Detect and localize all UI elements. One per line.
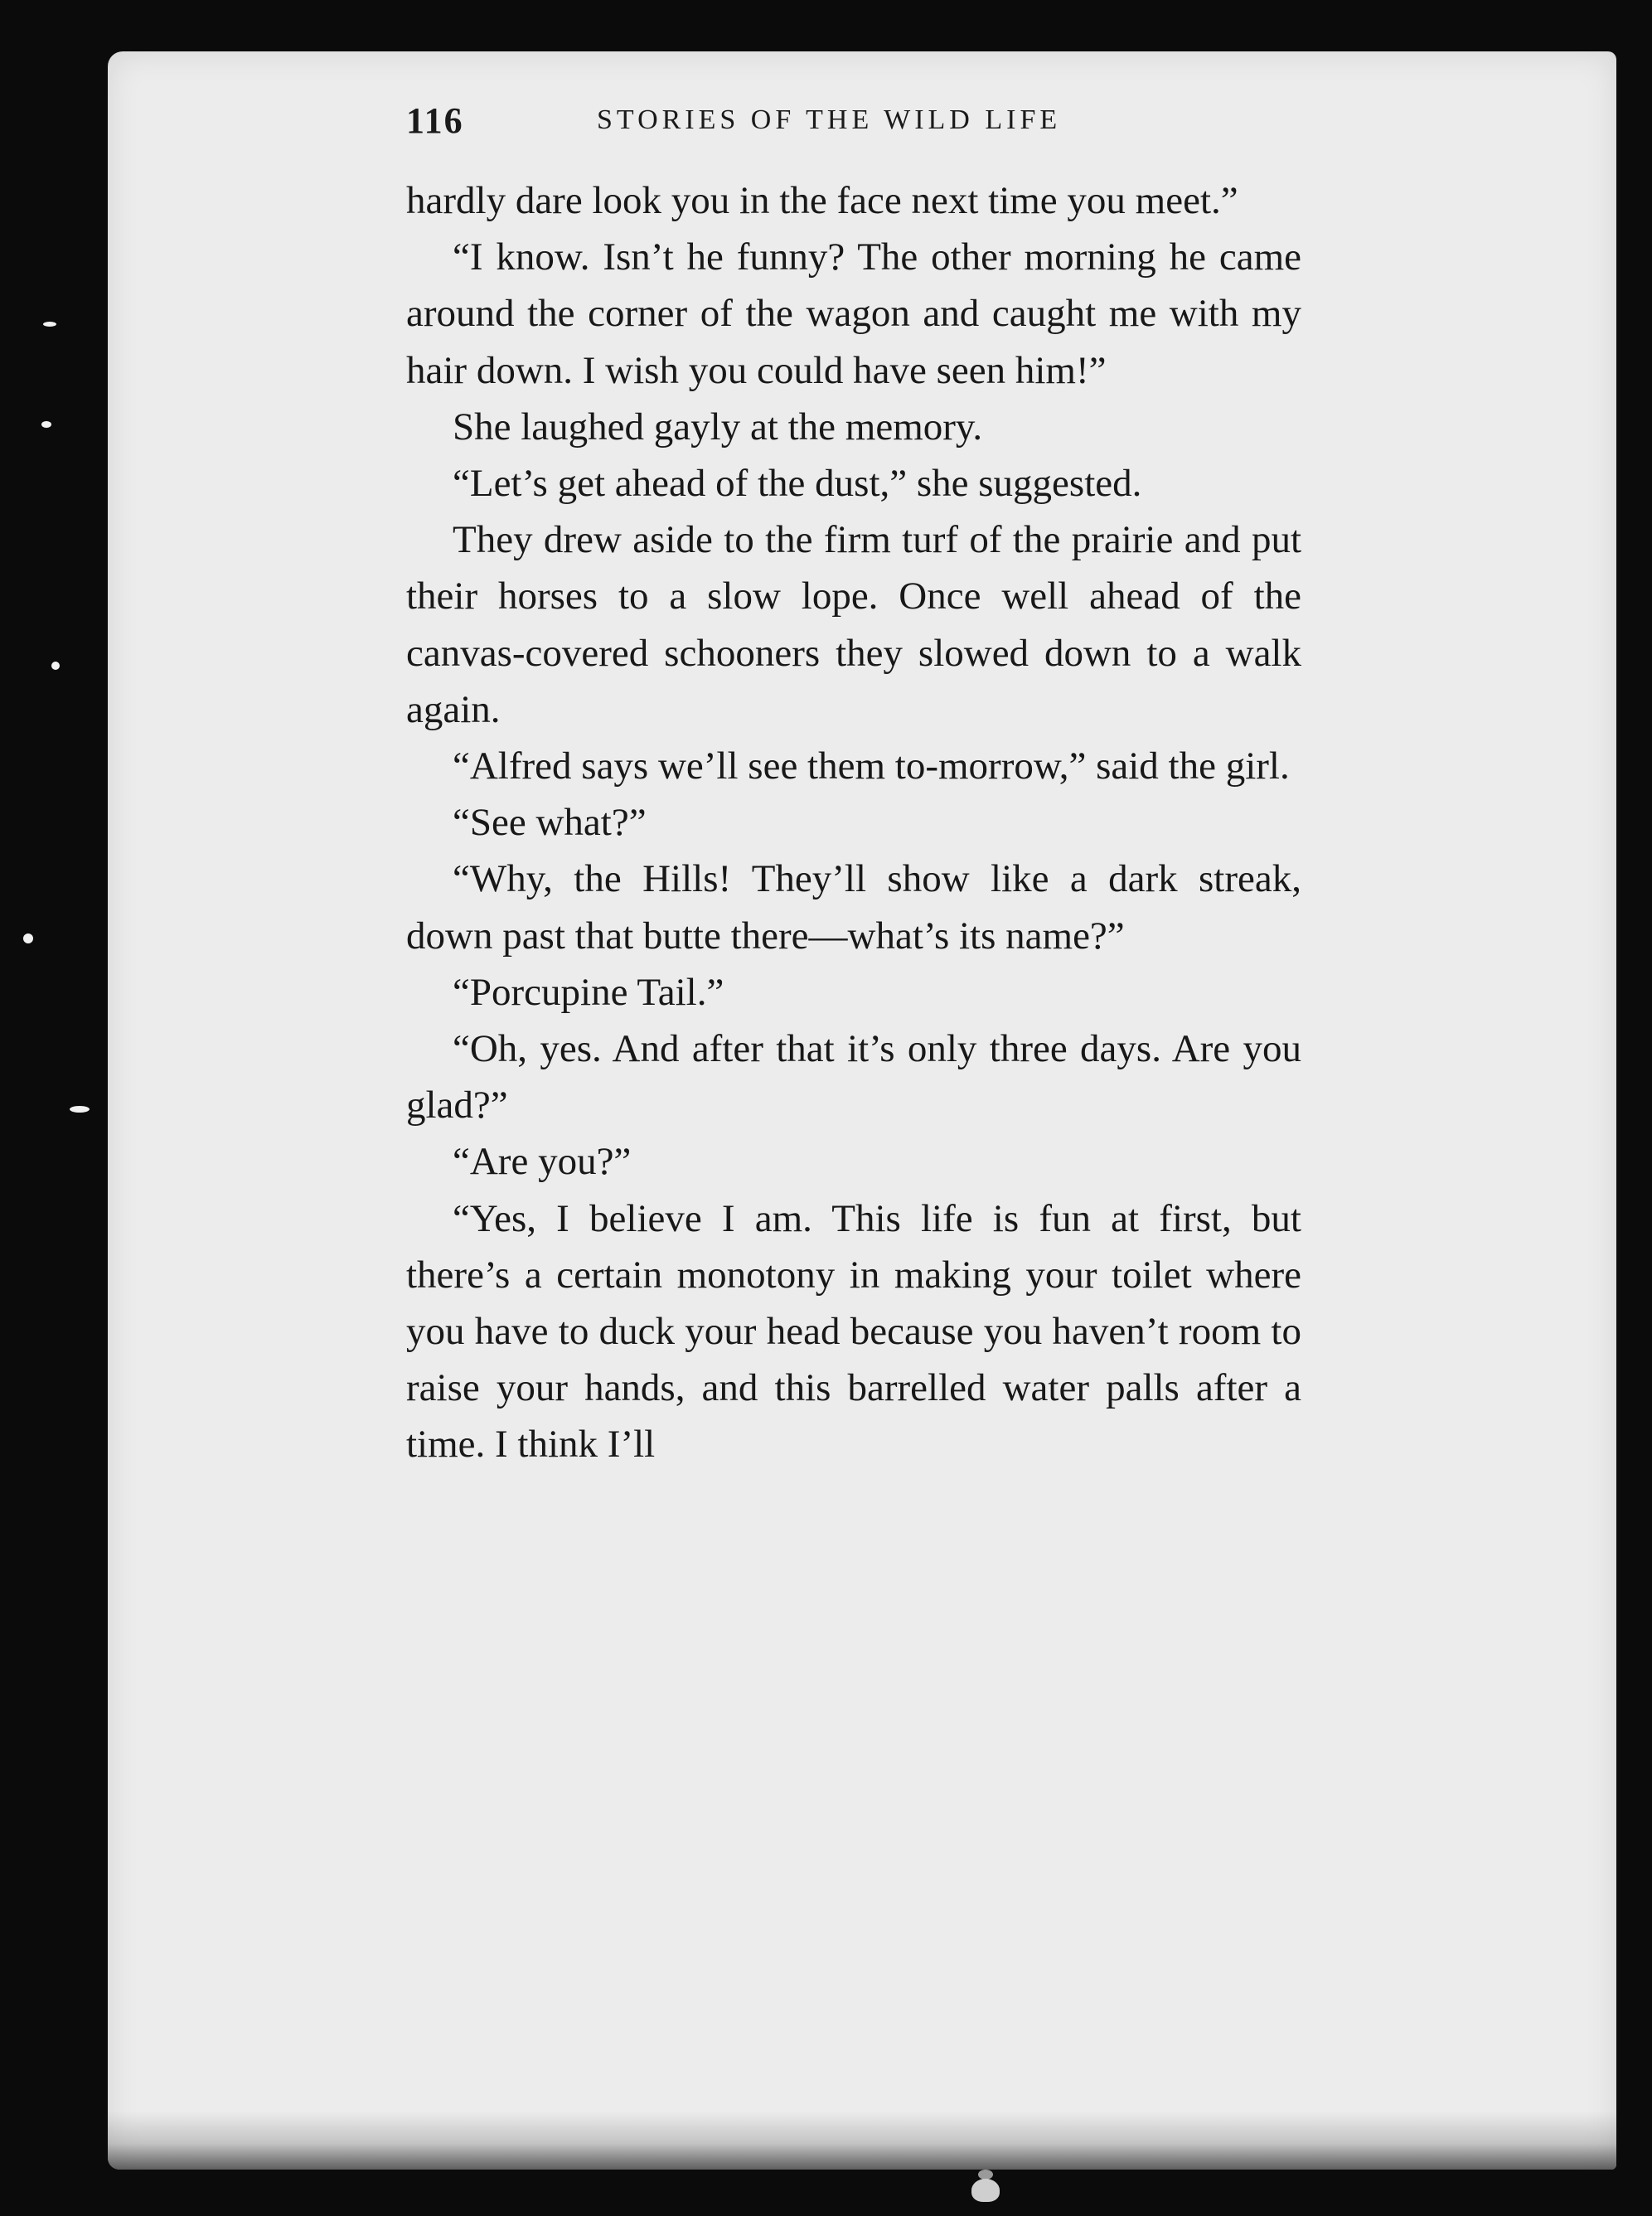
paragraph: “Why, the Hills! They’ll show like a dark streak, down past that butte there—what’s its name?” <box>406 857 1301 958</box>
binding-mark <box>971 2179 1000 2202</box>
edge-speck <box>41 421 51 428</box>
paragraph: “Alfred says we’ll see them to-morrow,” said the girl. <box>453 744 1290 788</box>
edge-speck <box>23 933 33 943</box>
edge-speck <box>43 322 56 327</box>
paragraph: “Let’s get ahead of the dust,” she suggested. <box>453 462 1142 506</box>
paragraph: She laughed gayly at the memory. <box>453 405 983 449</box>
running-head: STORIES OF THE WILD LIFE <box>597 104 1062 135</box>
page-header <box>406 99 1301 166</box>
paragraph: hardly dare look you in the face next time you meet.” <box>406 179 1238 222</box>
paragraph: They drew aside to the firm turf of the prairie and put their horses to a slow lope. Once well ahead of the canvas-covered schooners they slowed down to a walk again. <box>406 518 1301 731</box>
paragraph: “See what?” <box>453 801 647 845</box>
paragraph: “Are you?” <box>453 1140 632 1184</box>
paragraph: “Porcupine Tail.” <box>453 970 724 1014</box>
page-number: 116 <box>406 100 464 141</box>
paragraph: “Yes, I believe I am. This life is fun at first, but there’s a certain monotony in making your toilet where you have to duck your head because you haven’t room to raise your hands, and this barrelled water palls after a time. I think I’ll <box>406 1196 1301 1467</box>
paragraph: “Oh, yes. And after that it’s only three days. Are you glad?” <box>406 1027 1301 1127</box>
edge-speck <box>70 1106 90 1113</box>
paragraph: “I know. Isn’t he funny? The other morning he came around the corner of the wagon and caught me with my hair down. I wish you could have seen him!” <box>406 235 1301 392</box>
page-bottom-edge <box>108 2112 1616 2170</box>
edge-speck <box>51 662 60 670</box>
body-text <box>406 172 1301 1473</box>
